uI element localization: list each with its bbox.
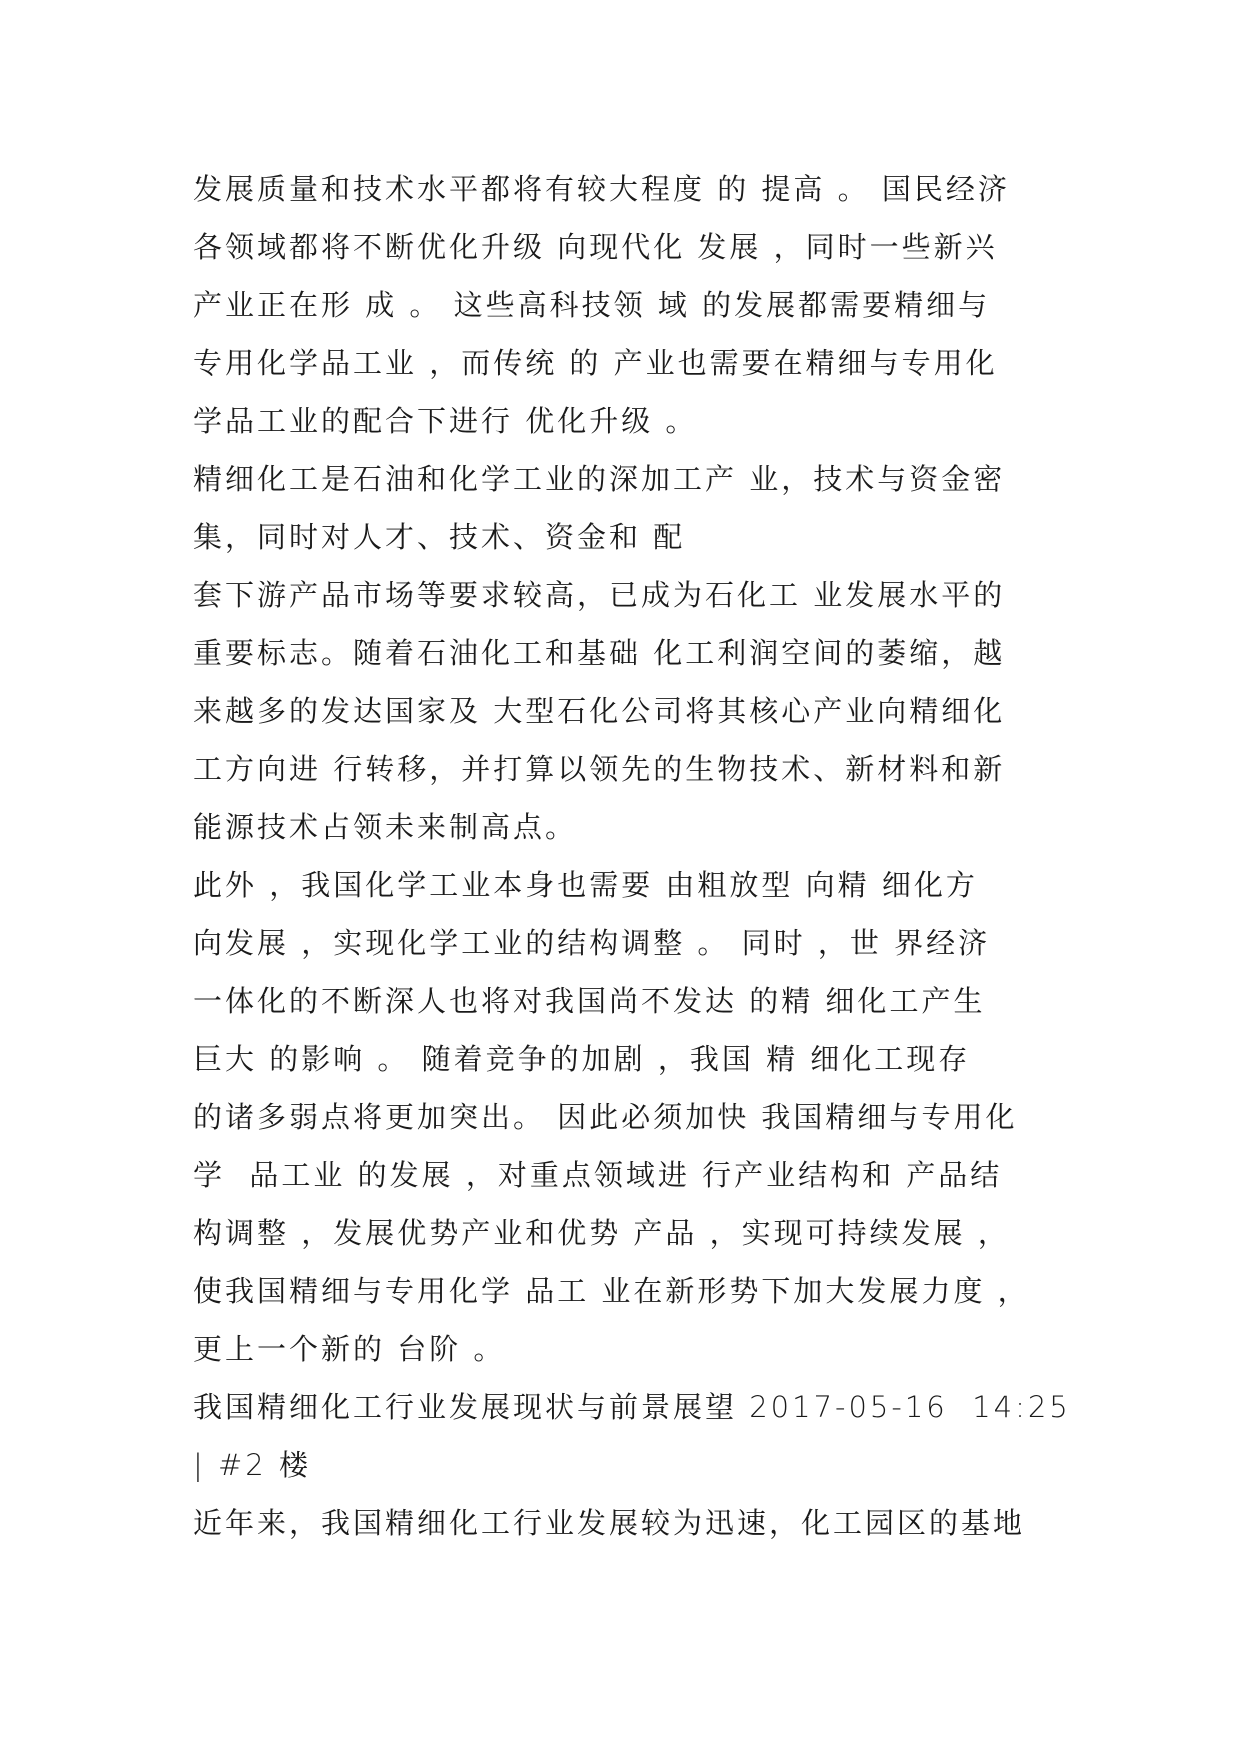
text-line: 来越多的发达国家及 大型石化公司将其核心产业向精细化 [193,694,1006,728]
text-line: 学 品工业 的发展 ，对重点领域进 行产业结构和 产品结 [193,1158,1003,1192]
text-line: 的诸多弱点将更加突出。 因此必须加快 我国精细与专用化 [193,1100,1018,1134]
article-title-timestamp: 我国精细化工行业发展现状与前景展望 2017-05-16 14:25 [193,1390,1071,1424]
text-line: 更上一个新的 台阶 。 [193,1332,506,1366]
text-line: 发展质量和技术水平都将有较大程度 的 提高 。 国民经济 [193,172,1010,206]
text-line: 产业正在形 成 。 这些高科技领 域 的发展都需要精细与 [193,288,991,322]
text-line: 一体化的不断深人也将对我国尚不发达 的精 细化工产生 [193,984,986,1018]
text-line: 巨大 的影响 。 随着竞争的加剧 ，我国 精 细化工现存 [193,1042,971,1076]
body-text [193,160,1071,1552]
text-line: 向发展 ，实现化学工业的结构调整 。 同时 ，世 界经济 [193,926,991,960]
text-line: 各领域都将不断优化升级 向现代化 发展 ，同时一些新兴 [193,230,998,264]
text-line: 此外 ，我国化学工业本身也需要 由粗放型 向精 细化方 [193,868,978,902]
text-line: 学品工业的配合下进行 优化升级 。 [193,404,698,438]
text-line: 构调整 ，发展优势产业和优势 产品 ，实现可持续发展 ， [193,1216,1010,1250]
floor-label: | #2 楼 [193,1448,311,1482]
text-line: 套下游产品市场等要求较高，已成为石化工 业发展水平的 [193,578,1006,612]
text-line: 使我国精细与专用化学 品工 业在新形势下加大发展力度 ， [193,1274,1030,1308]
text-line: 专用化学品工业 ，而传统 的 产业也需要在精细与专用化 [193,346,998,380]
text-line: 精细化工是石油和化学工业的深加工产 业，技术与资金密 [193,462,1006,496]
text-line: 集，同时对人才、技术、资金和 配 [193,520,686,554]
text-line: 工方向进 行转移，并打算以领先的生物技术、新材料和新 [193,752,1006,786]
text-line: 近年来，我国精细化工行业发展较为迅速，化工园区的基地 [193,1506,1026,1540]
text-line: 重要标志。随着石油化工和基础 化工利润空间的萎缩，越 [193,636,1006,670]
text-line: 能源技术占领未来制高点。 [193,810,578,844]
